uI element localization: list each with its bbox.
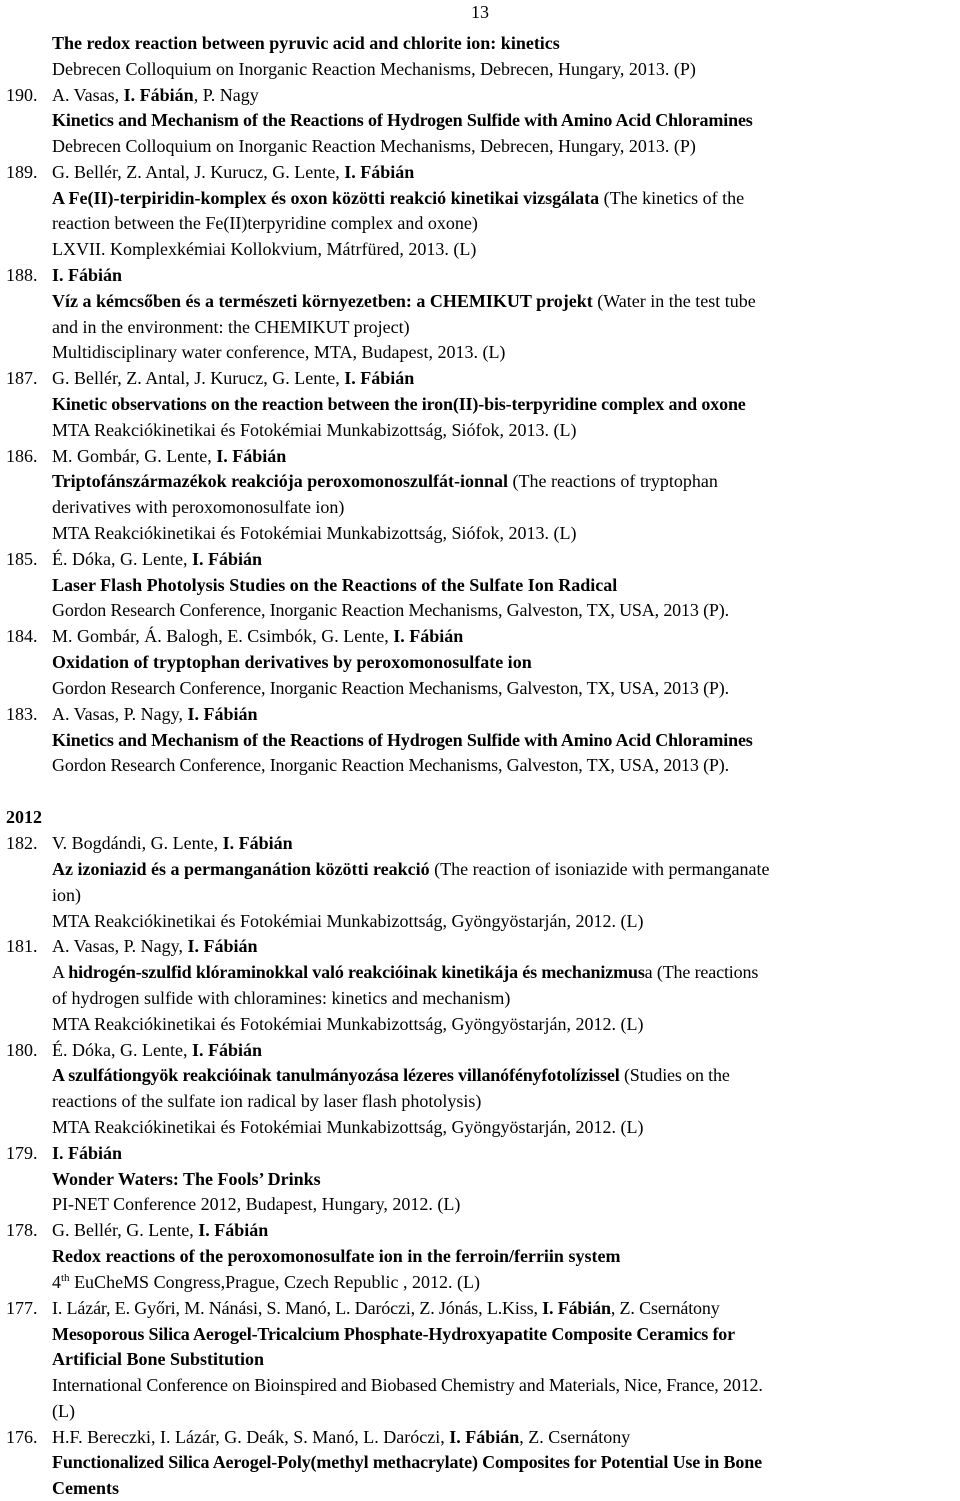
entry-number: 180. <box>6 1040 38 1060</box>
entry-venue: Gordon Research Conference, Inorganic Reaction Mechanisms, Galveston, TX, USA, 2013 (P). <box>52 678 729 698</box>
entry-title: Mesoporous Silica Aerogel-Tricalcium Phosphate-Hydroxyapatite Composite Ceramics for <box>52 1324 735 1344</box>
entry-venue: MTA Reakciókinetikai és Fotokémiai Munkabizottság, Gyöngyöstarján, 2012. (L) <box>52 1117 644 1137</box>
entry-authors: G. Bellér, Z. Antal, J. Kurucz, G. Lente, I. Fábián <box>52 368 415 388</box>
entry-title: Wonder Waters: The Fools’ Drinks <box>52 1169 321 1189</box>
entry-venue: Gordon Research Conference, Inorganic Reaction Mechanisms, Galveston, TX, USA, 2013 (P). <box>52 600 729 620</box>
entry-number: 182. <box>6 833 38 853</box>
entry-venue: 4th EuCheMS Congress,Prague, Czech Republic , 2012. (L) <box>52 1272 480 1292</box>
entry-title-continued: ion) <box>52 885 81 905</box>
entry-venue: Multidisciplinary water conference, MTA, Budapest, 2013. (L) <box>52 342 506 362</box>
entry-title-continued: reactions of the sulfate ion radical by laser flash photolysis) <box>52 1091 482 1111</box>
entry-title: Functionalized Silica Aerogel-Poly(methyl methacrylate) Composites for Potential Use in Bone <box>52 1452 762 1472</box>
entry-authors: V. Bogdándi, G. Lente, I. Fábián <box>52 833 293 853</box>
entry-number: 184. <box>6 626 38 646</box>
entry-title-continued: and in the environment: the CHEMIKUT project) <box>52 317 410 337</box>
page-number: 13 <box>471 2 489 22</box>
entry-venue: MTA Reakciókinetikai és Fotokémiai Munkabizottság, Siófok, 2013. (L) <box>52 420 577 440</box>
entry-venue-continued: (L) <box>52 1401 75 1421</box>
entry-title: A szulfátiongyök reakcióinak tanulmányozása lézeres villanófényfotolízissel (Studies on the <box>52 1065 730 1085</box>
entry-title: Kinetics and Mechanism of the Reactions of Hydrogen Sulfide with Amino Acid Chloramines <box>52 730 753 750</box>
entry-number: 185. <box>6 549 38 569</box>
entry-authors: M. Gombár, Á. Balogh, E. Csimbók, G. Lente, I. Fábián <box>52 626 464 646</box>
entry-venue: LXVII. Komplexkémiai Kollokvium, Mátrfüred, 2013. (L) <box>52 239 477 259</box>
entry-venue: Debrecen Colloquium on Inorganic Reaction Mechanisms, Debrecen, Hungary, 2013. (P) <box>52 136 696 156</box>
entry-authors: I. Fábián <box>52 265 123 285</box>
entry-authors: É. Dóka, G. Lente, I. Fábián <box>52 1040 262 1060</box>
entry-number: 176. <box>6 1427 38 1447</box>
entry-number: 188. <box>6 265 38 285</box>
year-heading: 2012 <box>6 807 42 827</box>
entry-title: A hidrogén-szulfid klóraminokkal való reakcióinak kinetikája és mechanizmusa (The reactions <box>52 962 759 982</box>
entry-number: 179. <box>6 1143 38 1163</box>
entry-authors: M. Gombár, G. Lente, I. Fábián <box>52 446 287 466</box>
entry-authors: I. Lázár, E. Győri, M. Nánási, S. Manó, L. Daróczi, Z. Jónás, L.Kiss, I. Fábián, Z. Csernátony <box>52 1298 720 1318</box>
entry-number: 187. <box>6 368 38 388</box>
entry-authors: H.F. Bereczki, I. Lázár, G. Deák, S. Manó, L. Daróczi, I. Fábián, Z. Csernátony <box>52 1427 631 1447</box>
entry-title-continued: derivatives with peroxomonosulfate ion) <box>52 497 345 517</box>
entry-title: Víz a kémcsőben és a természeti környezetben: a CHEMIKUT projekt (Water in the test tube <box>52 291 756 311</box>
entry-title: Oxidation of tryptophan derivatives by peroxomonosulfate ion <box>52 652 532 672</box>
entry-venue: International Conference on Bioinspired and Biobased Chemistry and Materials, Nice, France, 2012. <box>52 1375 763 1395</box>
entry-title-continued: of hydrogen sulfide with chloramines: kinetics and mechanism) <box>52 988 511 1008</box>
entry-title: Laser Flash Photolysis Studies on the Reactions of the Sulfate Ion Radical <box>52 575 618 595</box>
entry-title-continued: Cements <box>52 1478 119 1498</box>
entry-number: 181. <box>6 936 38 956</box>
entry-number: 189. <box>6 162 38 182</box>
entry-authors: A. Vasas, P. Nagy, I. Fábián <box>52 704 258 724</box>
entry-venue: MTA Reakciókinetikai és Fotokémiai Munkabizottság, Gyöngyöstarján, 2012. (L) <box>52 1014 644 1034</box>
entry-number: 190. <box>6 85 38 105</box>
entry-number: 177. <box>6 1298 38 1318</box>
entry-title: Az izoniazid és a permanganátion közötti reakció (The reaction of isoniazide with permanganate <box>52 859 770 879</box>
entry-authors: G. Bellér, Z. Antal, J. Kurucz, G. Lente, I. Fábián <box>52 162 415 182</box>
entry-authors: É. Dóka, G. Lente, I. Fábián <box>52 549 262 569</box>
entry-authors: A. Vasas, P. Nagy, I. Fábián <box>52 936 258 956</box>
entry-title-continued: Artificial Bone Substitution <box>52 1349 265 1369</box>
entry-number: 178. <box>6 1220 38 1240</box>
entry-title: Kinetic observations on the reaction between the iron(II)-bis-terpyridine complex and oxone <box>52 394 746 414</box>
entry-number: 183. <box>6 704 38 724</box>
entry-title-continued: reaction between the Fe(II)terpyridine complex and oxone) <box>52 213 478 233</box>
entry-title: The redox reaction between pyruvic acid and chlorite ion: kinetics <box>52 33 560 53</box>
entry-title: Triptofánszármazékok reakciója peroxomonoszulfát-ionnal (The reactions of tryptophan <box>52 471 718 491</box>
entry-venue: Debrecen Colloquium on Inorganic Reaction Mechanisms, Debrecen, Hungary, 2013. (P) <box>52 59 696 79</box>
entry-authors: G. Bellér, G. Lente, I. Fábián <box>52 1220 269 1240</box>
entry-title: Redox reactions of the peroxomonosulfate ion in the ferroin/ferriin system <box>52 1246 621 1266</box>
entry-title: Kinetics and Mechanism of the Reactions of Hydrogen Sulfide with Amino Acid Chloramines <box>52 110 753 130</box>
entry-authors: I. Fábián <box>52 1143 123 1163</box>
entry-venue: MTA Reakciókinetikai és Fotokémiai Munkabizottság, Siófok, 2013. (L) <box>52 523 577 543</box>
entry-authors: A. Vasas, I. Fábián, P. Nagy <box>52 85 259 105</box>
entry-venue: Gordon Research Conference, Inorganic Reaction Mechanisms, Galveston, TX, USA, 2013 (P). <box>52 755 729 775</box>
entry-venue: PI-NET Conference 2012, Budapest, Hungary, 2012. (L) <box>52 1194 461 1214</box>
entry-title: A Fe(II)-terpiridin-komplex és oxon közötti reakció kinetikai vizsgálata (The kinetics of the <box>52 188 745 208</box>
entry-venue: MTA Reakciókinetikai és Fotokémiai Munkabizottság, Gyöngyöstarján, 2012. (L) <box>52 911 644 931</box>
entry-number: 186. <box>6 446 38 466</box>
